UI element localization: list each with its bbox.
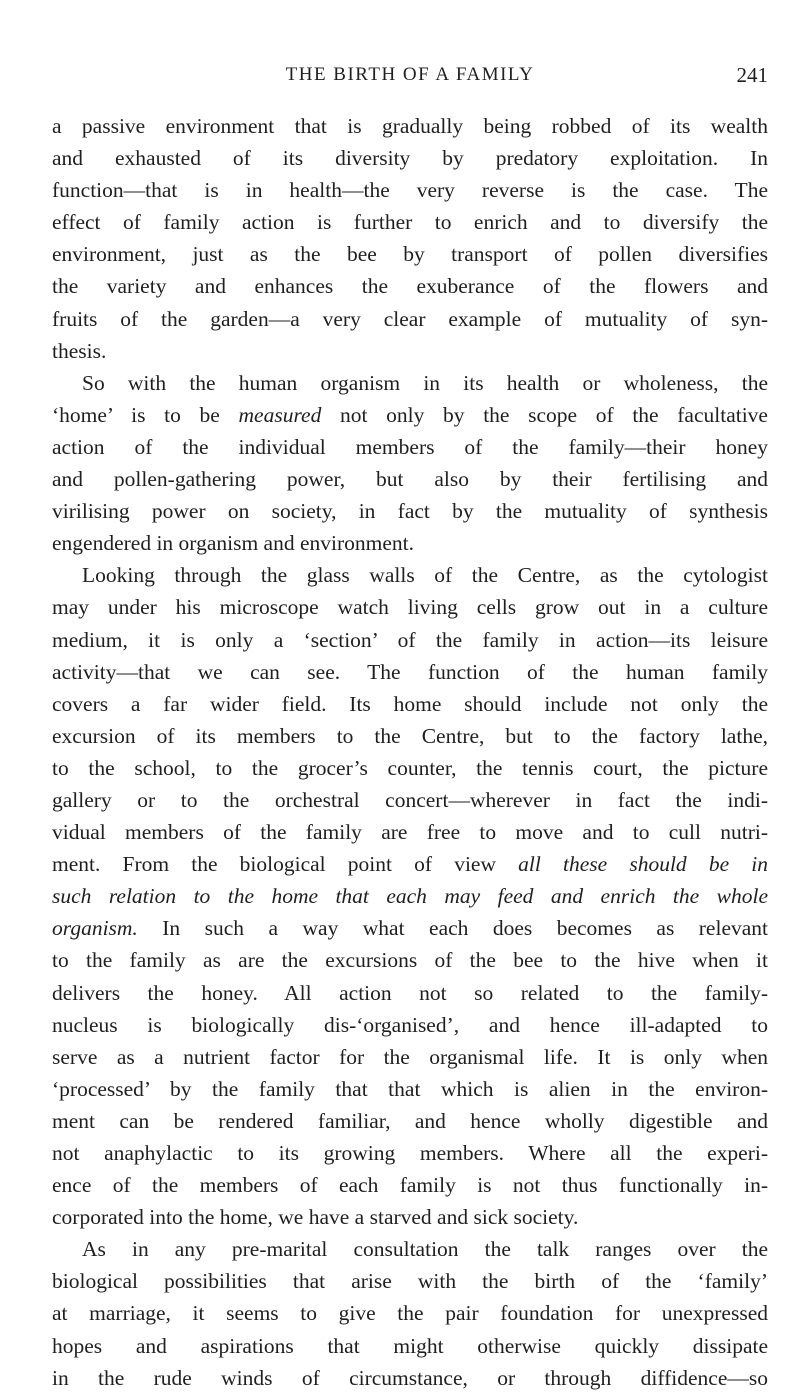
text-line: ence of the members of each family is not thus functionally in- — [52, 1173, 768, 1198]
text-line: environment, just as the bee by transport of pollen diversifies — [52, 242, 768, 267]
text-line — [52, 848, 768, 880]
text-line: thesis. — [52, 338, 107, 363]
paragraph-first-line: Looking through the glass walls of the Centre, as the cytologist — [82, 563, 768, 588]
text-line: at marriage, it seems to give the pair foundation for unexpressed — [52, 1301, 768, 1326]
body-text — [52, 110, 768, 1394]
text-line: biological possibilities that arise with the birth of the ‘family’ — [52, 1269, 768, 1294]
text-line: engendered in organism and environment. — [52, 531, 415, 556]
text-line: excursion of its members to the Centre, but to the factory lathe, — [52, 723, 768, 748]
text-line: a passive environment that is gradually being robbed of its wealth — [52, 114, 768, 138]
text-line: ‘processed’ by the family that that which is alien in the environ- — [52, 1076, 768, 1101]
text-run: In such a way what each does becomes as relevant — [137, 916, 768, 941]
text-line: to the family as are the excursions of the bee to the hive when it — [52, 948, 768, 973]
text-line: corporated into the home, we have a starved and sick society. — [52, 1205, 579, 1230]
text-line: virilising power on society, in fact by the mutuality of synthesis — [52, 499, 768, 524]
page-number: 241 — [736, 63, 768, 87]
text-run: not only by the scope of the facultative — [321, 402, 768, 427]
text-line: and exhausted of its diversity by predatory exploitation. In — [52, 146, 768, 171]
italic-run: such relation to the home that each may feed and enrich the whole — [52, 884, 768, 909]
text-line: and pollen-gathering power, but also by their fertilising and — [52, 467, 768, 492]
text-line: medium, it is only a ‘section’ of the family in action—its leisure — [52, 627, 768, 652]
text-line: covers a far wider field. Its home should include not only the — [52, 691, 768, 716]
text-line: fruits of the garden—a very clear example of mutuality of syn- — [52, 306, 768, 331]
text-line: nucleus is biologically dis-‘organised’, and hence ill-adapted to — [52, 1012, 768, 1037]
italic-run: all these should be in — [518, 852, 768, 877]
paragraph-first-line: So with the human organism in its health or wholeness, the — [82, 370, 768, 395]
text-line — [52, 399, 768, 431]
text-line: in the rude winds of circumstance, or through diffidence—so — [52, 1365, 768, 1390]
text-line: gallery or to the orchestral concert—wherever in fact the indi- — [52, 787, 768, 812]
text-line: ment can be rendered familiar, and hence wholly digestible and — [52, 1108, 768, 1133]
text-line: vidual members of the family are free to move and to cull nutri- — [52, 820, 768, 845]
text-line: action of the individual members of the family—their honey — [52, 434, 768, 459]
text-line: function—that is in health—the very reverse is the case. The — [52, 178, 768, 203]
text-line: activity—that we can see. The function of the human family — [52, 659, 768, 684]
text-line — [52, 912, 768, 944]
text-run: ment. From the biological point of view — [52, 852, 519, 877]
italic-run: measured — [238, 402, 322, 427]
italic-run: organism. — [52, 916, 138, 941]
text-line: may under his microscope watch living cells grow out in a culture — [52, 595, 768, 620]
text-run: ‘home’ is to be — [52, 402, 239, 427]
text-line: the variety and enhances the exuberance of the flowers and — [52, 274, 768, 299]
text-line — [52, 880, 768, 912]
text-line: effect of family action is further to enrich and to diversify the — [52, 210, 768, 235]
text-line: delivers the honey. All action not so related to the family- — [52, 980, 768, 1005]
text-line: serve as a nutrient factor for the organismal life. It is only when — [52, 1044, 768, 1069]
text-line: hopes and aspirations that might otherwise quickly dissipate — [52, 1333, 768, 1358]
text-line: to the school, to the grocer’s counter, the tennis court, the picture — [52, 755, 768, 780]
text-line: not anaphylactic to its growing members. Where all the experi- — [52, 1141, 768, 1165]
running-head — [52, 64, 768, 92]
paragraph-first-line: As in any pre-marital consultation the talk ranges over the — [82, 1237, 768, 1262]
running-title: THE BIRTH OF A FAMILY — [285, 64, 535, 85]
